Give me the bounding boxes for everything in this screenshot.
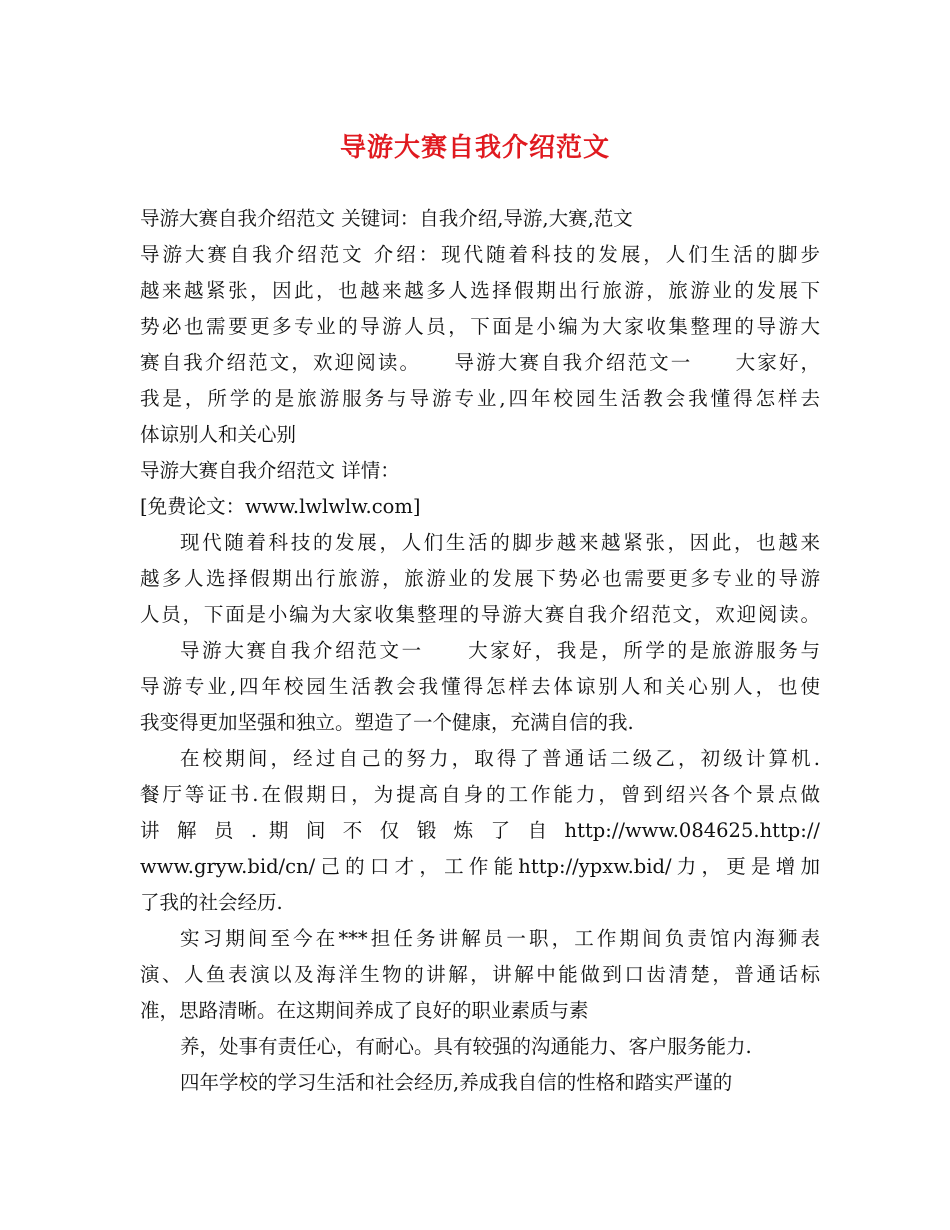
- document-title: 导游大赛自我介绍范文: [339, 133, 610, 163]
- intro-line: 势必也需要更多专业的导游人员，下面是小编为大家收集整理的导游大: [140, 315, 820, 338]
- details-heading: 导游大赛自我介绍范文 详情：: [140, 459, 400, 482]
- body-line: 在校期间，经过自己的努力，取得了普通话二级乙，初级计算机.: [180, 747, 820, 770]
- body-line: 导游大赛自我介绍范文一 大家好，我是，所学的是旅游服务与: [180, 639, 820, 662]
- body-line: www.gryw.bid/cn/己的口才，工作能http://ypxw.bid/力，更是增加: [140, 855, 820, 878]
- body-line: 讲 解 员 . 期 间 不 仅 锻 炼 了 自 http://www.084625.http://: [140, 819, 820, 842]
- intro-line: 我是，所学的是旅游服务与导游专业,四年校园生活教会我懂得怎样去: [140, 387, 820, 410]
- body-line: 导游专业,四年校园生活教会我懂得怎样去体谅别人和关心别人，也使: [140, 675, 820, 698]
- intro-line: 导游大赛自我介绍范文 介绍：现代随着科技的发展，人们生活的脚步: [140, 243, 820, 266]
- body-line: 实习期间至今在***担任务讲解员一职，工作期间负责馆内海狮表: [180, 927, 820, 950]
- body-line: 餐厅等证书.在假期日，为提高自身的工作能力，曾到绍兴各个景点做: [140, 783, 820, 806]
- body-line: 人员，下面是小编为大家收集整理的导游大赛自我介绍范文，欢迎阅读。: [140, 603, 820, 626]
- intro-line: 越来越紧张，因此，也越来越多人选择假期出行旅游，旅游业的发展下: [140, 279, 820, 302]
- intro-line: 赛自我介绍范文，欢迎阅读。 导游大赛自我介绍范文一 大家好，: [140, 351, 820, 374]
- body-line: 四年学校的学习生活和社会经历,养成我自信的性格和踏实严谨的: [180, 1071, 733, 1094]
- body-line: 我变得更加坚强和独立。塑造了一个健康，充满自信的我.: [140, 711, 634, 734]
- source-link[interactable]: [免费论文：www.lwlwlw.com]: [140, 495, 421, 518]
- body-line: 演、人鱼表演以及海洋生物的讲解，讲解中能做到口齿清楚，普通话标: [140, 963, 820, 986]
- body-line: 养，处事有责任心，有耐心。具有较强的沟通能力、客户服务能力.: [180, 1035, 752, 1058]
- body-line: 越多人选择假期出行旅游，旅游业的发展下势必也需要更多专业的导游: [140, 567, 820, 590]
- keywords-line: 导游大赛自我介绍范文 关键词：自我介绍,导游,大赛,范文: [140, 207, 633, 230]
- intro-line: 体谅别人和关心别: [140, 423, 297, 446]
- body-line: 现代随着科技的发展，人们生活的脚步越来越紧张，因此，也越来: [180, 531, 820, 554]
- body-line: 了我的社会经历.: [140, 891, 283, 914]
- body-line: 准，思路清晰。在这期间养成了良好的职业素质与素: [140, 999, 589, 1022]
